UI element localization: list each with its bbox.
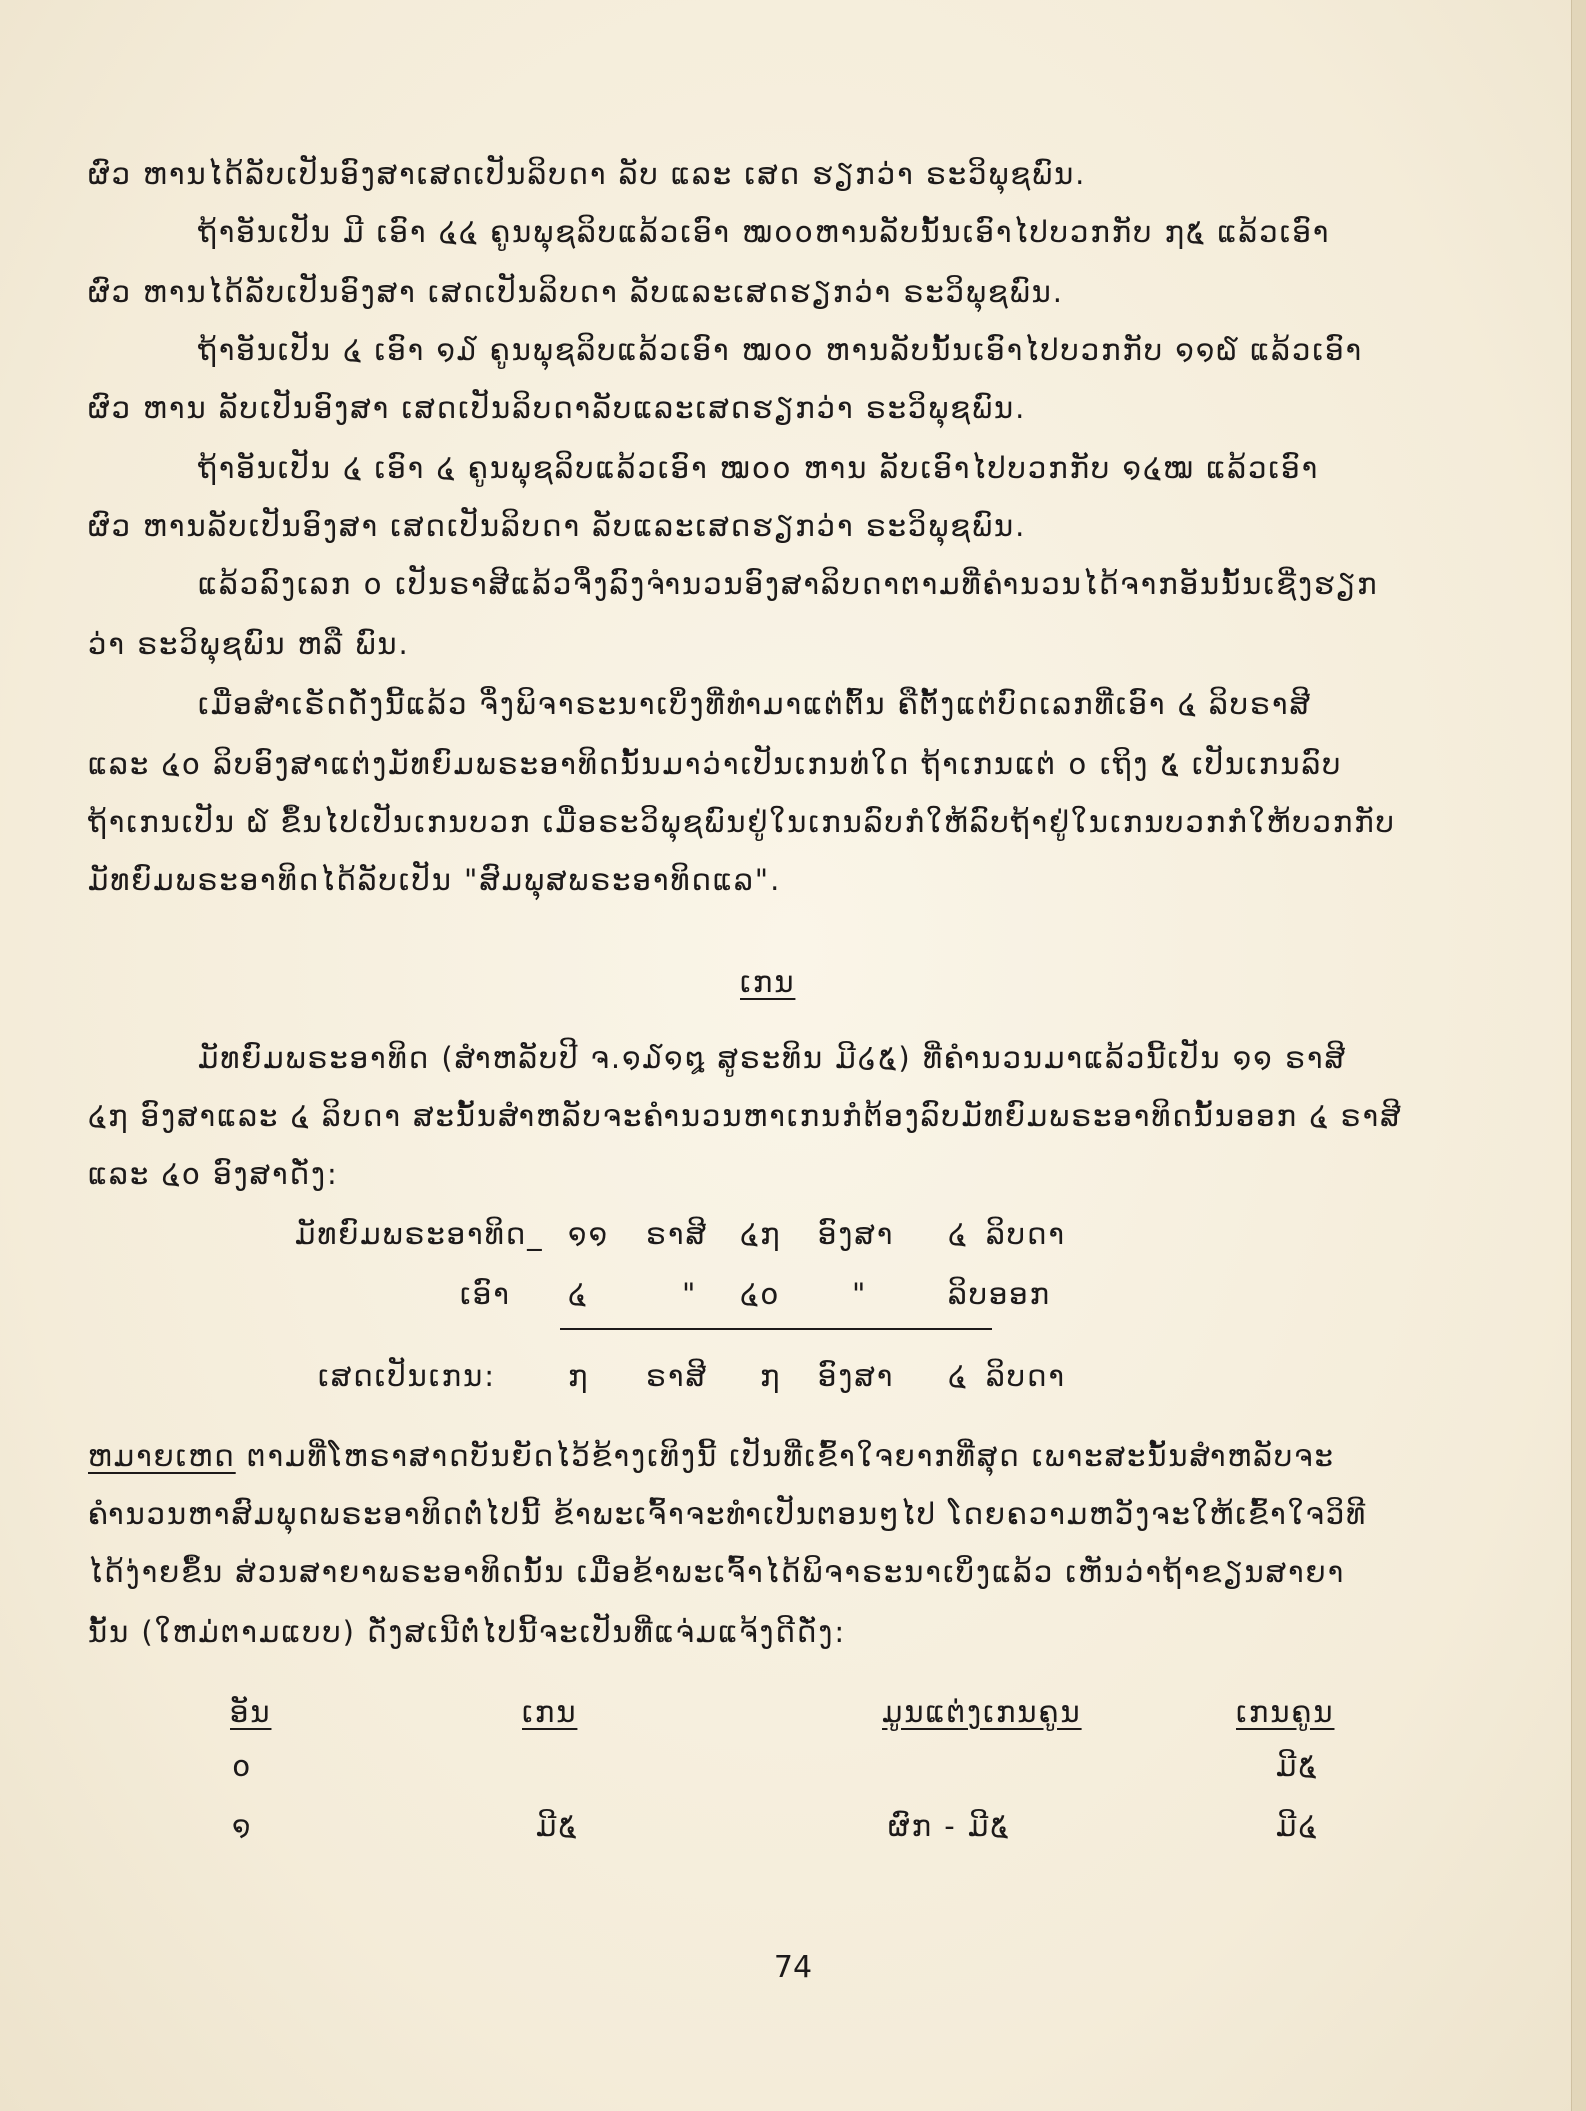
body-line: ແລະ ໔໐ ລິບອົງສາແຕ່ງມັທຍົມພຣະອາທິດນັ້ນມາວ່າເປັນເກນທ່ໃດ ຖ້າເກນແຕ່ ໐ ເຖິງ ໕ ເປັນເກນລົບ — [88, 747, 1343, 781]
table-cell: ໐ — [232, 1749, 253, 1783]
body-line: ຖ້າອັນເປັນ ໔ ເອົາ ໑໓ ຄູນພຸຊລິບແລ້ວເອົາ ໝ໐໐ ຫານລັບນັ້ນເອົາໄປບວກກັບ ໑໑໖ ແລ້ວເອົາ — [198, 333, 1364, 367]
calc-label: ມັທຍົມພຣະອາທິດ_ — [295, 1217, 544, 1251]
note-text: ຕາມທີ່ໂຫຣາສາດບັນຍັດໄວ້ຂ້າງເທິງນີ້ ເປັນທີ່ເຂົ້າໃຈຍາກທີ່ສຸດ ເພາະສະນັ້ນສຳຫລັບຈະ — [235, 1439, 1335, 1473]
body-line: ຖ້າອັນເປັນ ໔ ເອົາ ໔ ຄູນພຸຊລິບແລ້ວເອົາ ໝ໐໐ ຫານ ລັບເອົາໄປບວກກັບ ໑໔ໝ ແລ້ວເອົາ — [198, 451, 1320, 485]
table-header: ມູນແຕ່ງເກນຄູນ — [882, 1695, 1082, 1729]
page-number: 74 — [773, 1950, 813, 1985]
body-line: ຜົວ ຫານໄດ້ລັບເປັນອົງສາ ເສດເປັນລິບດາ ລັບແລະເສດຮຽກວ່າ ຣະວິພຸຊພົນ. — [88, 275, 1064, 309]
body-line: ມັທຍົມພຣະອາທິດໄດ້ລັບເປັນ "ສົມພຸສພຣະອາທິດແລ". — [88, 863, 782, 897]
body-line: ມັທຍົມພຣະອາທິດ (ສຳຫລັບປີ ຈ.໑໓໑໘ ສູຣະທິນ ມີ໒໕) ທີ່ຄຳນວນມາແລ້ວນີ້ເປັນ ໑໑ ຣາສີ — [198, 1041, 1347, 1075]
calc-unit: ລິບດາ — [986, 1359, 1067, 1393]
table-cell: ຜົກ - ມີ໕ — [888, 1809, 1011, 1843]
note-line — [88, 1436, 1335, 1476]
table-header: ອັນ — [230, 1695, 272, 1729]
calc-label: ເສດເປັນເກນ: — [318, 1359, 496, 1393]
table-header: ເກນ — [522, 1695, 578, 1729]
body-line: ວ່າ ຣະວິພຸຊພົນ ຫລື ພົນ. — [88, 627, 410, 661]
body-line: ເມື່ອສຳເຣັດດັ່ງນີ້ແລ້ວ ຈຶ່ງພິຈາຣະນາເບິ່ງທີ່ທຳມາແຕ່ຕົ້ນ ຄືຕັ້ງແຕ່ບົດເລກທີ່ເອົາ ໔ ລິບຣາສີ — [198, 687, 1312, 721]
calc-label: ເອົາ — [460, 1277, 511, 1311]
body-line: ຜົວ ຫານ ລັບເປັນອົງສາ ເສດເປັນລິບດາລັບແລະເສດຮຽກວ່າ ຣະວິພຸຊພົນ. — [88, 391, 1027, 425]
note-line: ໄດ້ງ່າຍຂຶ້ນ ສ່ວນສາຍາພຣະອາທິດນັ້ນ ເມື່ອຂ້າພະເຈົ້າໄດ້ພິຈາຣະນາເບິ່ງແລ້ວ ເຫັນວ່າຖ້າຂຽນສາຍາ — [88, 1555, 1346, 1589]
note-line: ຄຳນວນຫາສົມພຸດພຣະອາທິດຕໍ່ໄປນີ້ ຂ້າພະເຈົ້າຈະທຳເປັນຕອນໆໄປ ໂດຍຄວາມຫວັງຈະໃຫ້ເຂົ້າໃຈວິທີ — [88, 1497, 1368, 1531]
calc-value: ໗ — [568, 1359, 590, 1393]
body-line: ຖ້າອັນເປັນ ມີ ເອົາ ໔໔ ຄູນພຸຊລິບແລ້ວເອົາ ໝ໐໐ຫານລັບນັ້ນເອົາໄປບວກກັບ ໗໕ ແລ້ວເອົາ — [198, 215, 1331, 249]
table-cell: ມີ໕ — [536, 1809, 579, 1843]
table-cell: ໑ — [232, 1809, 253, 1843]
calc-value: ໗ — [760, 1359, 782, 1393]
calc-unit: ລິບອອກ — [948, 1277, 1052, 1311]
calc-value: ໔ — [568, 1277, 589, 1311]
calc-value: ໔ — [948, 1359, 969, 1393]
calc-ditto: " — [682, 1277, 698, 1311]
table-cell: ມີ໔ — [1276, 1809, 1319, 1843]
calc-unit: ຣາສີ — [646, 1217, 708, 1251]
page-edge — [1571, 0, 1586, 2111]
section-heading: ເກນ — [740, 965, 796, 999]
table-header: ເກນຄູນ — [1236, 1695, 1335, 1729]
calc-value: ໔໐ — [740, 1277, 781, 1311]
calc-unit: ອົງສາ — [818, 1217, 895, 1251]
calc-ditto: " — [852, 1277, 868, 1311]
calc-value: ໔໗ — [740, 1217, 782, 1251]
calc-rule — [560, 1328, 992, 1330]
calc-unit: ຣາສີ — [646, 1359, 708, 1393]
body-line: ແລ້ວລົງເລກ ໐ ເປັນຣາສີແລ້ວຈຶ່ງລົງຈຳນວນອົງສາລິບດາຕາມທີ່ຄຳນວນໄດ້ຈາກອັນນັ້ນເຊີ່ງຮຽກ — [198, 567, 1379, 601]
calc-unit: ອົງສາ — [818, 1359, 895, 1393]
calc-value: ໑໑ — [568, 1217, 610, 1251]
calc-unit: ລິບດາ — [986, 1217, 1067, 1251]
note-line: ນັ້ນ (ໃຫມ່ຕາມແບບ) ດັ່ງສເນີຕໍ່ໄປນີ້ຈະເປັນທີ່ແຈ່ມແຈ້ງດີດັ່ງ: — [88, 1615, 847, 1649]
note-label: ຫມາຍເຫດ — [88, 1439, 236, 1473]
body-line: ຜົວ ຫານໄດ້ລັບເປັນອົງສາເສດເປັນລິບດາ ລັບ ແລະ ເສດ ຮຽກວ່າ ຣະວິພຸຊພົນ. — [88, 157, 1087, 191]
body-line: ໔໗ ອົງສາແລະ ໔ ລິບດາ ສະນັ້ນສຳຫລັບຈະຄຳນວນຫາເກນກໍຕ້ອງລົບມັທຍົມພຣະອາທິດນັ້ນອອກ ໔ ຣາສີ — [88, 1099, 1403, 1133]
body-line: ຖ້າເກນເປັນ ໖ ຂຶ້ນໄປເປັນເກນບວກ ເມື່ອຣະວິພຸຊພົນຢູ່ໃນເກນລົບກໍໃຫ້ລົບຖ້າຢູ່ໃນເກນບວກກໍໃຫ້ບວກກັບ — [88, 805, 1396, 839]
body-line: ແລະ ໔໐ ອົງສາດັ່ງ: — [88, 1157, 339, 1191]
body-line: ຜົວ ຫານລັບເປັນອົງສາ ເສດເປັນລິບດາ ລັບແລະເສດຮຽກວ່າ ຣະວິພຸຊພົນ. — [88, 509, 1027, 543]
calc-value: ໔ — [948, 1217, 969, 1251]
table-cell: ມີ໕ — [1276, 1749, 1319, 1783]
